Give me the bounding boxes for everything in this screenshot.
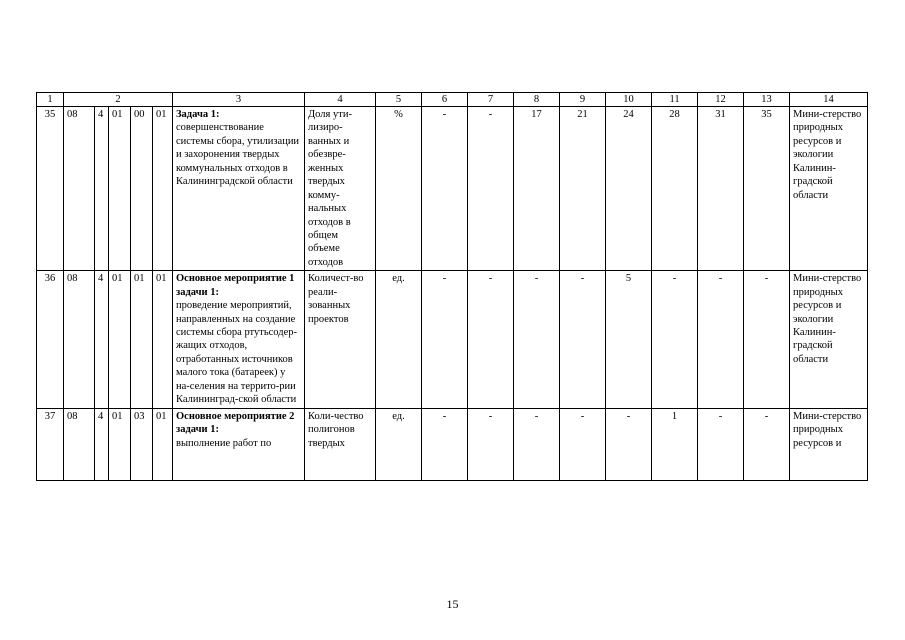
- value-cell: -: [468, 271, 514, 408]
- responsible-cell: Мини-стерство природных ресурсов и экологии Калинин-градской области: [790, 107, 868, 271]
- header-cell: 5: [376, 93, 422, 107]
- value-cell: -: [422, 271, 468, 408]
- header-cell: 2: [64, 93, 173, 107]
- value-cell: 28: [652, 107, 698, 271]
- task-cell: [173, 107, 305, 271]
- code-part: 01: [153, 271, 173, 408]
- header-cell: 1: [37, 93, 64, 107]
- responsible-cell: Мини-стерство природных ресурсов и экологии Калинин-градской области: [790, 271, 868, 408]
- page-number: 15: [446, 597, 459, 611]
- value-cell: -: [606, 408, 652, 480]
- header-cell: 9: [560, 93, 606, 107]
- value-cell: 5: [606, 271, 652, 408]
- task-description: выполнение работ по: [176, 437, 272, 449]
- code-part: 01: [109, 107, 131, 271]
- task-cell: [173, 271, 305, 408]
- table-row: [37, 271, 868, 408]
- table-row: [37, 408, 868, 480]
- value-cell: -: [744, 271, 790, 408]
- code-part: 01: [109, 271, 131, 408]
- table-row: [37, 107, 868, 271]
- code-part: 01: [109, 408, 131, 480]
- value-cell: -: [560, 271, 606, 408]
- task-title: Основное мероприятие 1 задачи 1:: [176, 273, 295, 298]
- value-cell: -: [422, 107, 468, 271]
- value-cell: -: [652, 271, 698, 408]
- header-cell: 8: [514, 93, 560, 107]
- task-title: Задача 1:: [176, 109, 220, 120]
- unit-cell: %: [376, 107, 422, 271]
- code-part: 08: [64, 408, 95, 480]
- value-cell: -: [698, 408, 744, 480]
- code-part: 00: [131, 107, 153, 271]
- header-cell: 7: [468, 93, 514, 107]
- value-cell: -: [468, 107, 514, 271]
- value-cell: -: [514, 408, 560, 480]
- unit-cell: ед.: [376, 271, 422, 408]
- value-cell: -: [560, 408, 606, 480]
- code-part: 4: [95, 408, 109, 480]
- header-cell: 11: [652, 93, 698, 107]
- value-cell: 17: [514, 107, 560, 271]
- header-cell: 14: [790, 93, 868, 107]
- code-part: 4: [95, 107, 109, 271]
- value-cell: -: [514, 271, 560, 408]
- responsible-cell: Мини-стерство природных ресурсов и: [790, 408, 868, 480]
- value-cell: -: [422, 408, 468, 480]
- code-part: 01: [153, 107, 173, 271]
- unit-cell: ед.: [376, 408, 422, 480]
- code-part: 01: [153, 408, 173, 480]
- value-cell: -: [698, 271, 744, 408]
- program-indicators-table: [36, 92, 868, 481]
- row-number: 35: [37, 107, 64, 271]
- code-part: 4: [95, 271, 109, 408]
- code-part: 08: [64, 271, 95, 408]
- task-description: проведение мероприятий, направленных на создание системы сбора ртутьсодер-жащих отходов, отработанных источников малого тока (батареек) у на-селения на террито-рии Калининград-ской области: [176, 300, 297, 406]
- value-cell: -: [468, 408, 514, 480]
- header-cell: 10: [606, 93, 652, 107]
- header-cell: 6: [422, 93, 468, 107]
- value-cell: 31: [698, 107, 744, 271]
- value-cell: 24: [606, 107, 652, 271]
- task-description: совершенствование системы сбора, утилизации и захоронения твердых коммунальных отходов в Калининградской области: [176, 122, 300, 188]
- row-number: 36: [37, 271, 64, 408]
- code-part: 08: [64, 107, 95, 271]
- value-cell: -: [744, 408, 790, 480]
- header-cell: 13: [744, 93, 790, 107]
- header-cell: 3: [173, 93, 305, 107]
- indicator-name: Количест-во реали-зованных проектов: [305, 271, 376, 408]
- code-part: 01: [131, 271, 153, 408]
- task-cell: [173, 408, 305, 480]
- header-row: [37, 93, 868, 107]
- indicator-name: Коли-чество полигонов твердых: [305, 408, 376, 480]
- value-cell: 1: [652, 408, 698, 480]
- value-cell: 35: [744, 107, 790, 271]
- indicator-name: Доля ути-лизиро-ванных и обезвре-женных твердых комму-нальных отходов в общем объеме отходов: [305, 107, 376, 271]
- header-cell: 12: [698, 93, 744, 107]
- code-part: 03: [131, 408, 153, 480]
- task-title: Основное мероприятие 2 задачи 1:: [176, 410, 295, 436]
- header-cell: 4: [305, 93, 376, 107]
- value-cell: 21: [560, 107, 606, 271]
- row-number: 37: [37, 408, 64, 480]
